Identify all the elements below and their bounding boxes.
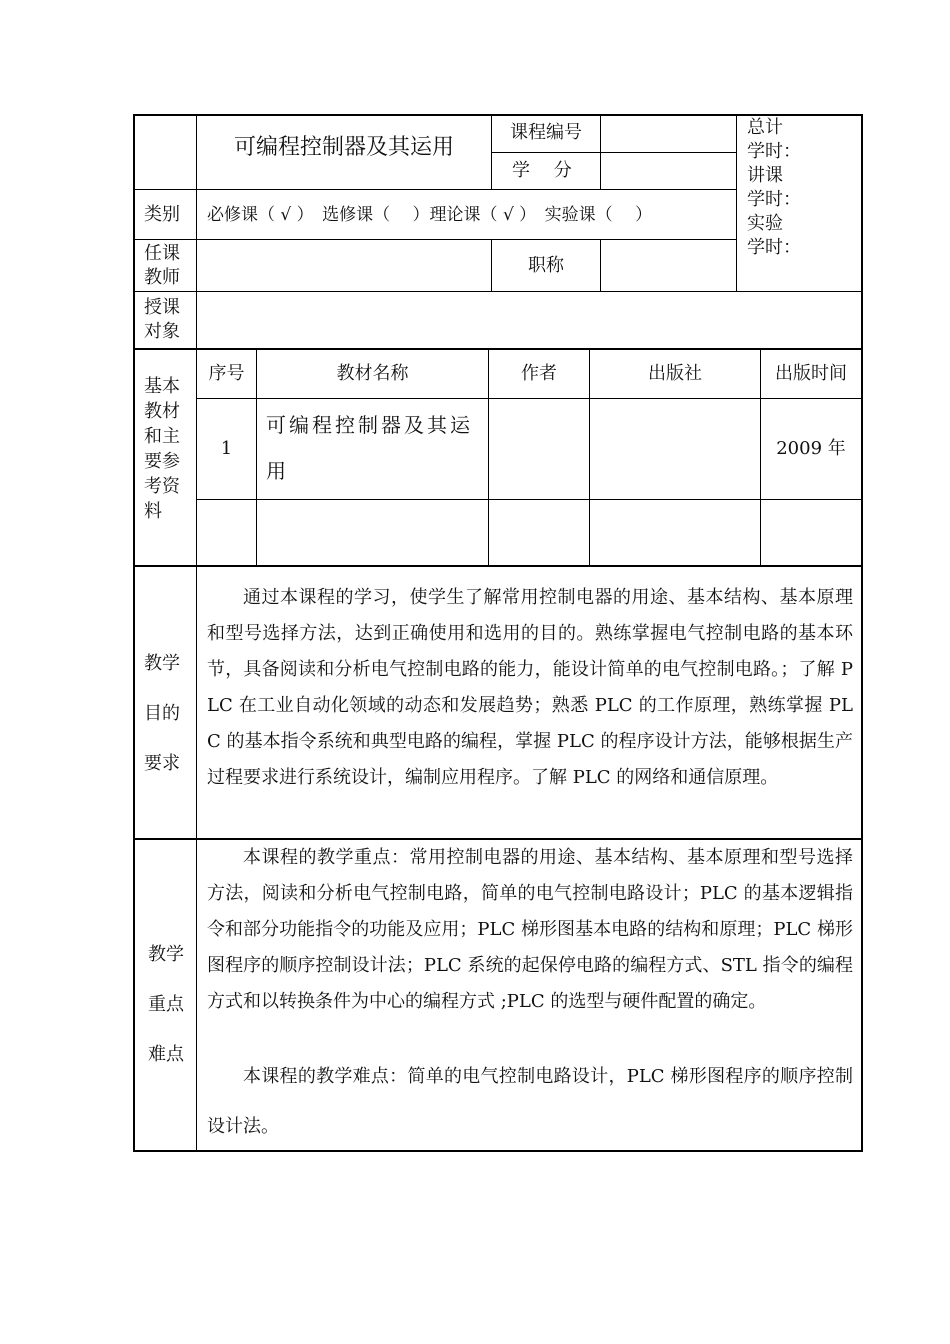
column-header: 出版社 (648, 363, 702, 384)
key-points-text: 本课程的教学重点：常用控制电器的用途、基本结构、基本原理和型号选择方法，阅读和分析电气控制电路，简单的电气控制电路设计；PLC 的基本逻辑指令和部分功能指令的功能及应用；PLC 梯形图基本电路的结构和原理；PLC 梯形图程序的顺序控制设计法；PLC 系统的起保停电路的编程方式、STL 指令的编程方式和以转换条件为中心的编程方式 ;PLC 的选型与硬件配置的确定。 (207, 847, 853, 1012)
divider (133, 565, 863, 567)
audience-label: 授课对象 (144, 297, 180, 342)
divider (736, 114, 737, 292)
border-right (861, 114, 863, 1152)
column-header: 作者 (521, 363, 557, 384)
teacher-label: 任课教师 (144, 243, 180, 288)
divider (196, 499, 863, 500)
table-cell: 1 (220, 438, 233, 459)
divider (491, 152, 737, 153)
divider (600, 239, 601, 292)
column-header: 序号 (208, 363, 245, 384)
title-label: 职称 (528, 255, 564, 276)
difficult-points-text: 本课程的教学难点：简单的电气控制电路设计，PLC 梯形图程序的顺序控制设计法。 (207, 1066, 853, 1137)
divider (196, 114, 197, 1152)
table-cell: 可编程控制器及其运用 (266, 413, 473, 483)
hours-line: 总计 (747, 117, 783, 138)
divider (133, 239, 737, 240)
hours-line: 讲课 (747, 165, 783, 186)
hours-line: 学时： (747, 141, 801, 162)
key-points-label: 教学重点难点 (148, 944, 184, 1065)
course-code-label: 课程编号 (510, 122, 582, 143)
category-options: 必修课（ √ ） 选修课（ ）理论课（ √ ） 实验课（ ） (207, 205, 653, 225)
hours-line: 学时： (747, 237, 801, 258)
column-header: 教材名称 (336, 363, 409, 384)
divider (133, 291, 863, 292)
category-label: 类别 (144, 204, 180, 225)
hours-block (747, 116, 859, 260)
credits-label: 学 分 (512, 160, 572, 181)
textbooks-label: 基本教材和主要参考资料 (144, 376, 180, 522)
border-left (133, 114, 135, 1152)
objectives-label: 教学目的要求 (144, 653, 180, 774)
hours-line: 实验 (747, 213, 783, 234)
objectives-text: 通过本课程的学习，使学生了解常用控制电器的用途、基本结构、基本原理和型号选择方法，达到正确使用和选用的目的。熟练掌握电气控制电路的基本环节，具备阅读和分析电气控制电路的能力，能设计简单的电气控制电路。；了解 PLC 在工业自动化领域的动态和发展趋势；熟悉 PLC 的工作原理，熟练掌握 PLC 的基本指令系统和典型电路的编程，掌握 PLC 的程序设计方法，能够根据生产过程要求进行系统设计，编制应用程序。了解 PLC 的网络和通信原理。 (207, 587, 853, 788)
hours-line: 学时： (747, 189, 801, 210)
course-title: 可编程控制器及其运用 (233, 135, 454, 160)
divider (133, 348, 863, 350)
column-header: 出版时间 (775, 363, 847, 384)
divider (133, 189, 737, 190)
table-cell: 2009 年 (776, 438, 846, 459)
divider (196, 398, 863, 399)
